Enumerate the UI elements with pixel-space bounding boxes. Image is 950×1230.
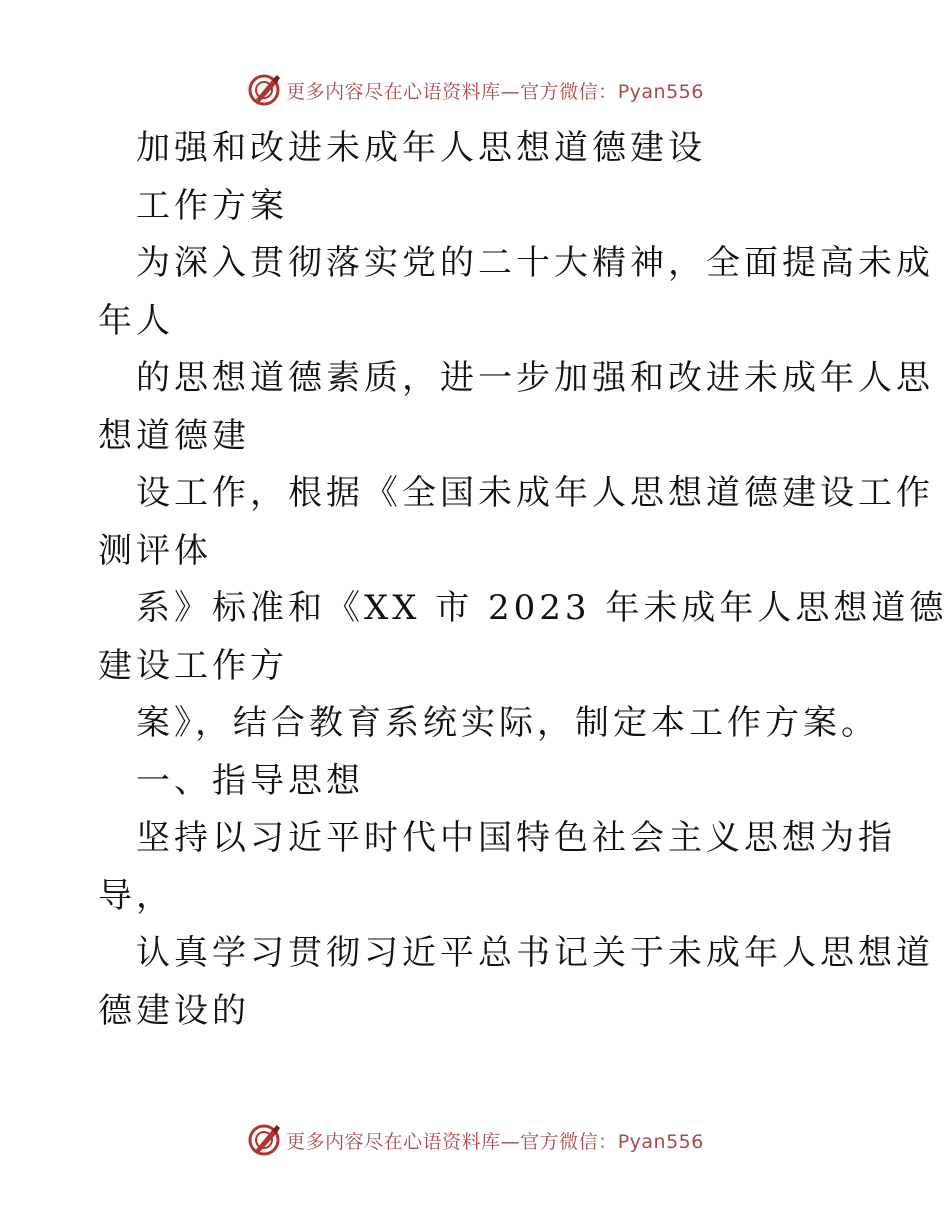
text-line: 设工作，根据《全国未成年人思想道德建设工作: [136, 473, 934, 513]
text-line: 一、指导思想: [136, 760, 364, 801]
text-line: 测评体: [98, 530, 212, 571]
watermark-brand: 更多内容尽在心语资料库: [286, 1130, 501, 1153]
watermark-wechat-label: 官方微信：: [520, 1130, 618, 1153]
watermark-wechat-id: Pyan556: [617, 80, 704, 103]
text-line: 坚持以习近平时代中国特色社会主义思想为指: [136, 818, 896, 858]
text-line: 想道德建: [98, 415, 250, 456]
watermark-wechat-id: Pyan556: [617, 1130, 704, 1153]
text-line: 建设工作方: [98, 645, 288, 686]
watermark-text: [286, 1127, 704, 1154]
watermark-text: [286, 77, 704, 104]
watermark-separator: —: [500, 80, 521, 103]
watermark-footer: [0, 1120, 950, 1160]
document-title-line-1: 加强和改进未成年人思想道德建设: [136, 128, 706, 168]
document-body: [98, 120, 948, 1040]
watermark-separator: —: [500, 1130, 521, 1153]
pen-logo-icon: [246, 72, 282, 108]
text-line: 案》，结合教育系统实际，制定本工作方案。: [136, 703, 879, 743]
text-line: 的思想道德素质，进一步加强和改进未成年人思: [136, 358, 934, 398]
watermark-wechat-label: 官方微信：: [520, 80, 618, 103]
text-line: 导，: [98, 875, 174, 916]
text-line: 系》标准和《XX 市 2023 年未成年人思想道德: [136, 588, 948, 628]
document-paragraphs: [98, 235, 948, 1040]
watermark-header: [0, 70, 950, 110]
text-line: 为深入贯彻落实党的二十大精神，全面提高未成: [136, 243, 934, 283]
pen-logo-icon: [246, 1122, 282, 1158]
document-title-line-2: 工作方案: [136, 185, 288, 226]
watermark-brand: 更多内容尽在心语资料库: [286, 80, 501, 103]
text-line: 认真学习贯彻习近平总书记关于未成年人思想道: [136, 933, 934, 973]
text-line: 年人: [98, 300, 174, 341]
text-line: 德建设的: [98, 990, 250, 1031]
